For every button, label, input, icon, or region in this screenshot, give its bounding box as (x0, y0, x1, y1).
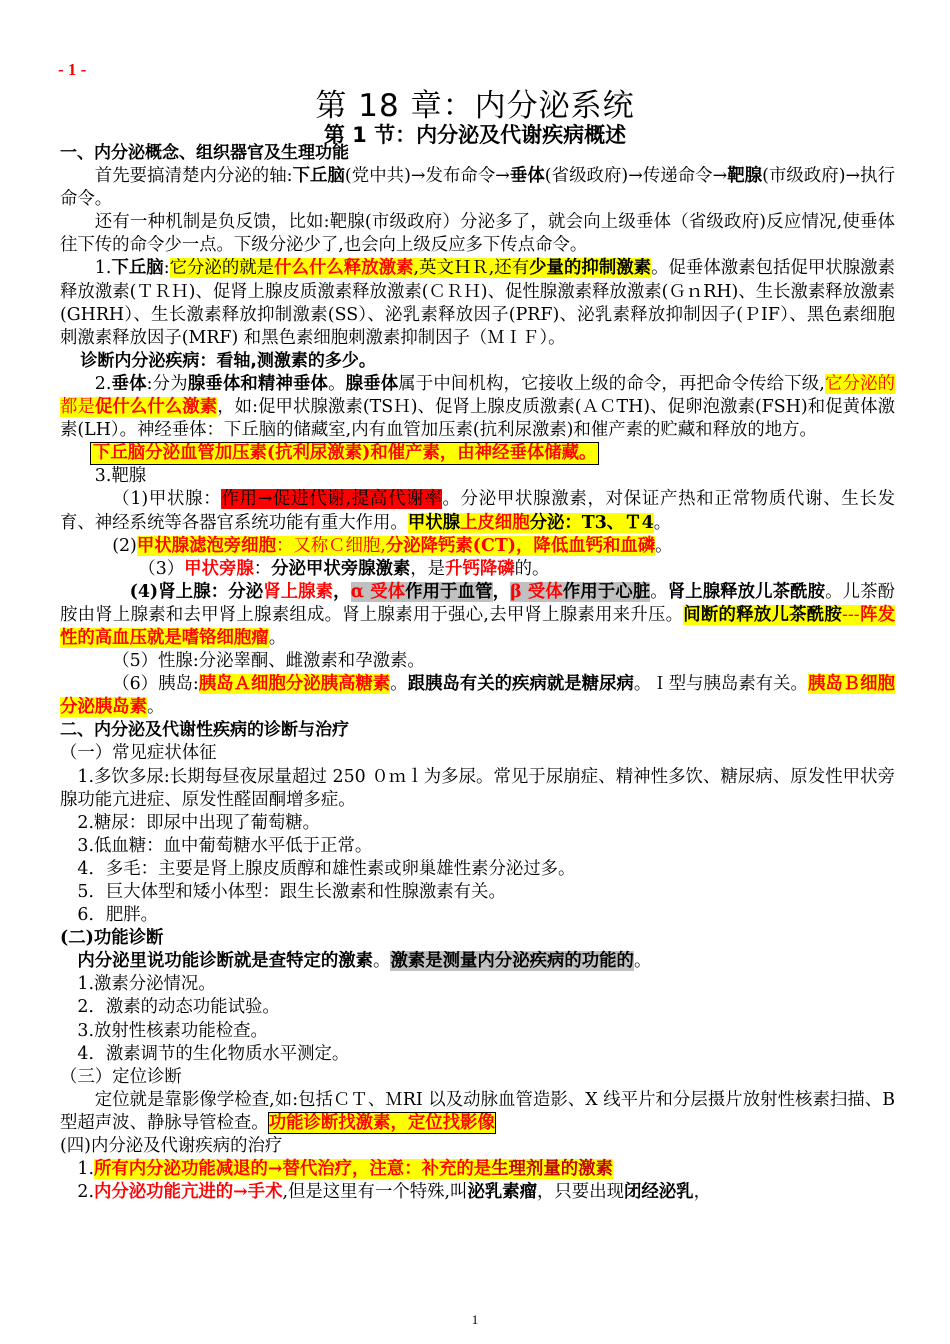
list-item: 4．多毛：主要是肾上腺皮质醇和雄性素或卵巢雄性素分泌过多。 (77, 858, 576, 879)
paragraph-c-cells: (2)甲状腺滤泡旁细胞：又称Ｃ细胞,分泌降钙素(CT)，降低血钙和血磷。 (112, 535, 673, 556)
paragraph-function: 内分泌里说功能诊断就是查特定的激素。激素是测量内分泌疾病的功能的。 (77, 951, 652, 972)
list-item: 1.激素分泌情况。 (77, 974, 216, 995)
list-item: 3.低血糖：血中葡萄糖水平低于正常。 (77, 835, 373, 856)
paragraph-gonad: （5）性腺:分泌睾酮、雌激素和孕激素。 (112, 651, 425, 672)
paragraph-parathyroid: （3）甲状旁腺：分泌甲状旁腺激素，是升钙降磷的。 (138, 558, 550, 579)
section-title: 第 1 节：内分泌及代谢疾病概述 (323, 123, 627, 147)
list-item: 2.糖尿：即尿中出现了葡萄糖。 (77, 812, 321, 833)
subheading-treatment: (四)内分泌及代谢疾病的治疗 (60, 1136, 283, 1157)
paragraph-target-gland: 3.靶腺 (94, 466, 147, 487)
list-item: 3.放射性核素功能检查。 (77, 1020, 268, 1041)
list-item: 5．巨大体型和矮小体型：跟生长激素和性腺激素有关。 (77, 882, 506, 902)
subheading-location: （三）定位诊断 (60, 1066, 182, 1087)
paragraph-axis: 首先要搞清楚内分泌的轴:下丘脑(党中共)→发布命令→垂体(省级政府)→传递命令→靶腺(市级政府)→执行命令。 (60, 166, 895, 210)
paragraph-treatment-1: 1.所有内分泌功能减退的→替代治疗，注意：补充的是生理剂量的激素 (77, 1159, 613, 1180)
paragraph-treatment-2: 2.内分泌功能亢进的→手术,但是这里有一个特殊,叫泌乳素瘤，只要出现闭经泌乳， (77, 1182, 711, 1203)
heading-section-2: 二、内分泌及代谢性疾病的诊断与治疗 (60, 720, 349, 741)
document-body (60, 142, 895, 1204)
heading-section-1: 一、内分泌概念、组织器官及生理功能 (60, 143, 349, 163)
list-item: 2．激素的动态功能试验。 (77, 997, 280, 1018)
paragraph-thyroid: （1)甲状腺：作用→促进代谢,提高代谢率。分泌甲状腺激素，对保证产热和正常物质代谢、生长发育、神经系统等各器官系统功能有重大作用。甲状腺上皮细胞分泌：T3、Ｔ4。 (60, 489, 895, 533)
paragraph-pituitary: 2.垂体:分为腺垂体和精神垂体。腺垂体属于中间机构，它接收上级的命令，再把命令传给下级,它分泌的都是促什么什么激素，如:促甲状腺激素(TSＨ)、促肾上腺皮质激素(ＡＣTH)、促卵泡激素(FSH)和促黄体激素(LH）。神经垂体：下丘脑的储藏室,内有血管加压素(抗利尿激素)和催产素的贮藏和释放的地方。 (60, 373, 895, 441)
list-item: 6．肥胖。 (77, 905, 159, 926)
paragraph-hypothalamus: 1.下丘脑:它分泌的就是什么什么释放激素,英文ＨＲ,还有少量的抑制激素。促垂体激素包括促甲状腺激素释放激素(ＴＲＨ)、促肾上腺皮质激素释放激素(ＣＲＨ)、促性腺激素释放激素(ＧｎRH)、生长激素释放激素(GHRH）、生长激素释放抑制激素(SS）、泌乳素释放因子(PRF)、泌乳素释放抑制因子(ＰIF）、黑色素细胞刺激素释放因子(MRF) 和黑色素细胞刺激素抑制因子（ＭＩＦ）。 (60, 258, 895, 348)
list-item: 1.多饮多尿:长期每昼夜尿量超过 250 ０ｍｌ为多尿。常见于尿崩症、精神性多饮、糖尿病、原发性甲状旁腺功能亢进症、原发性醛固酮增多症。 (60, 766, 895, 810)
paragraph-location: 定位就是靠影像学检查,如:包括ＣＴ、ＭRI 以及动脉血管造影、X 线平片和分层摄片放射性核素扫描、B 型超声波、静脉导管检查。功能诊断找激素，定位找影像 (60, 1089, 895, 1133)
paragraph-pancreas: （6）胰岛:胰岛Ａ细胞分泌胰高糖素。跟胰岛有关的疾病就是糖尿病。Ｉ型与胰岛素有关。胰岛Ｂ细胞分泌胰岛素。 (60, 674, 895, 718)
subheading-symptoms: （一）常见症状体征 (60, 743, 217, 764)
paragraph-boxed-note: 下丘脑分泌血管加压素(抗利尿激素)和催产素，由神经垂体储藏。 (60, 442, 895, 465)
footer-page-number: 1 (471, 1312, 479, 1327)
paragraph-adrenal: (4)肾上腺：分泌肾上腺素，α 受体作用于血管，β 受体作用于心脏。肾上腺释放儿茶酰胺。儿茶酚胺由肾上腺素和去甲肾上腺素组成。肾上腺素用于强心,去甲肾上腺素用来升压。间断的释放儿茶酰胺---阵发性的高血压就是嗜铬细胞瘤。 (60, 581, 895, 648)
page-marker: - 1 - (58, 60, 87, 79)
paragraph-feedback: 还有一种机制是负反馈，比如:靶腺(市级政府）分泌多了，就会向上级垂体（省级政府)反应情况,使垂体往下传的命令少一点。下级分泌少了,也会向上级反应多下传点命令。 (60, 212, 895, 256)
paragraph-diagnosis-note: 诊断内分泌疾病：看轴,测激素的多少。 (80, 350, 376, 371)
list-item: 4．激素调节的生化物质水平测定。 (77, 1043, 350, 1064)
chapter-title: 第 18 章：内分泌系统 (315, 88, 635, 124)
subheading-function: (二)功能诊断 (60, 928, 164, 949)
